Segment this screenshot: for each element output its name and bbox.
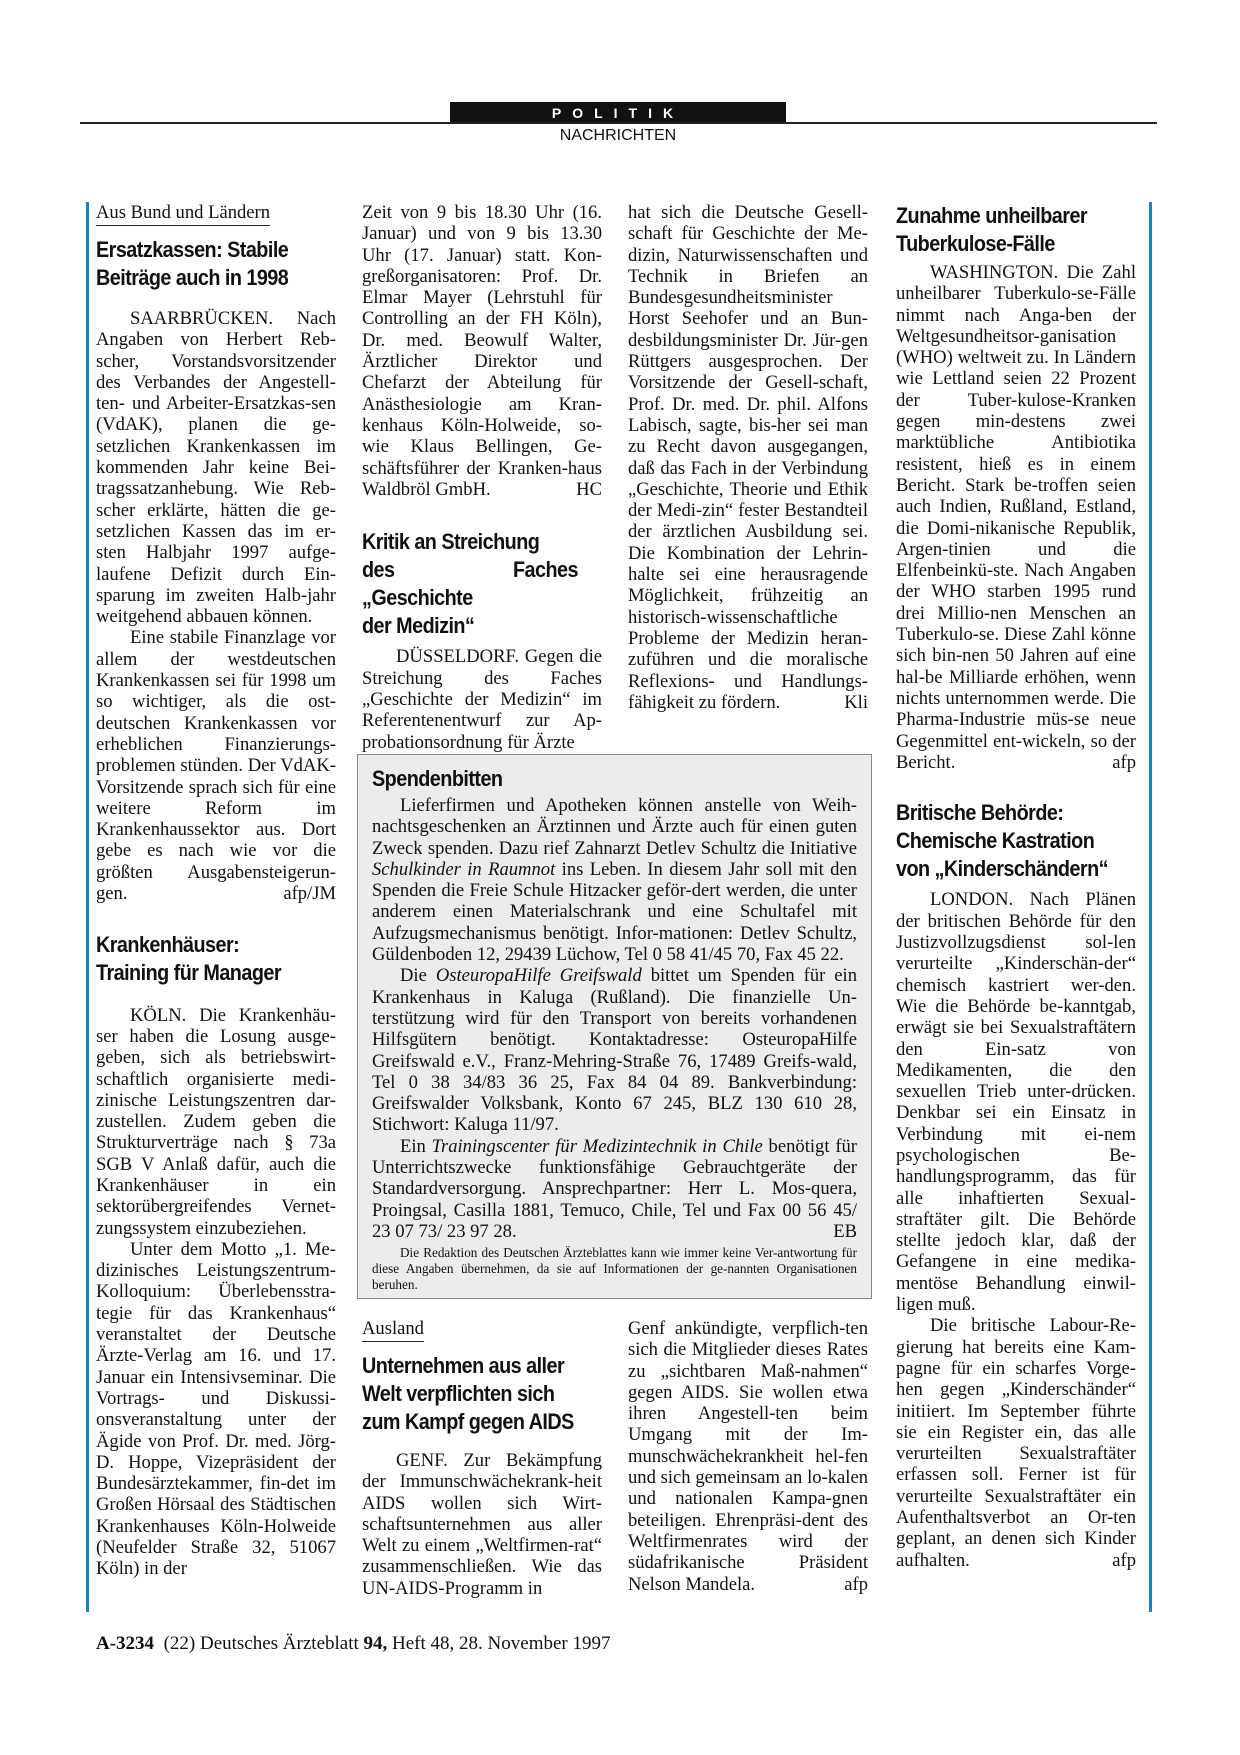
page-number: A-3234 [96,1633,155,1654]
box-paragraph: Ein Trainingscenter für Medizintechnik in Chile benötigt für Unterrichtszwecke funktionsfähige Gebrauchtgeräte der Standardversorgung. Ansprechpartner: Herr L. Mos-quera, Proingsal, Casilla 1881, Temuco, Chile, Tel und Fax 00 56 45/ 23 07 73/ 23 97 28. [372,1135,857,1242]
krankenhaeuser-article [96,931,336,1580]
article-headline: Kritik an Streichung [362,529,540,555]
box-paragraph: Lieferfirmen und Apotheken können anstelle von Weih-nachtsgeschenken an Ärztinnen und Ärzte auch für einen guten Zweck spenden. Dazu rief Zahnarzt Detlev Schultz die Initiative Schulkinder in Raumnot ins Leben. In diesem Jahr soll mit den Spenden die Freie Schule Hitzacker geför-dert werden, die unter anderem einen Materialschrank und eine Schultafel mit Aufzugsmechanismus benötigt. Infor-mationen: Detlev Schultz, Güldenboden 12, 29439 Lüchow, Tel 0 58 41/45 70, Fax 45 22. [372,795,857,966]
article-headline: Chemische Kastration [896,828,1095,854]
article-signature: Kli [844,692,868,714]
article-headline: Unternehmen aus aller [362,1353,565,1378]
article-signature: afp [844,1573,868,1595]
article-signature: afp/JM [283,883,336,905]
article-paragraph: Genf ankündigte, verpflich-ten sich die Mitglieder dieses Rates zu „sichtbaren Maß-nahmen“ gegen AIDS. Sie wollen etwa ihren Angestell-ten beim Umgang mit der Im-munschwächekrankheit hel-fen und sich gemeinsam an lo-kalen und nationalen Kampa-gnen beteiligen. Ehrenpräsi-dent des Weltfirmenrates wird der südafrikanische Präsident Nelson Mandela. [628,1318,868,1595]
ersatzkassen-article [96,202,336,905]
issue-date: Heft 48, 28. November 1997 [392,1633,611,1654]
article-signature: HC [576,479,602,501]
article-paragraph: LONDON. Nach Plänen der britischen Behörde für den Justizvollzugsdienst sol-len verurteilte „Kinderschän-der“ chemisch kastriert wer-den. Wie die Behörde be-kanntgab, erwägt sie bei Sexualstraftätern den Ein-satz von Medikamenten, die den sexuellen Trieb unter-drücken. Denkbar sei ein Einsatz in Verbindung mit ei-nem psychologischen Be-handlungsprogramm, das für alle inhaftierten Sexual-straftäter gilt. Die Behörde stellte jedoch klar, daß der Gefangene in eine medika-mentöse Behandlung einwil-ligen muß. [896,889,1136,1316]
column-4 [896,202,1136,1571]
tuberkulose-article [896,202,1136,773]
article-paragraph: hat sich die Deutsche Gesell-schaft für Geschichte der Me-dizin, Naturwissenschaften und Technik in Briefen an Bundesgesundheitsminister Horst Seehofer und an Bun-desbildungsminister Dr. Jür-gen Rüttgers ausgesprochen. Der Vorsitzende der Gesell-schaft, Prof. Dr. med. Dr. phil. Alfons Labisch, sagte, bis-her sei man zu Recht davon ausgegangen, daß das Fach in der Verbindung „Geschichte, Theorie und Ethik der Medi-zin“ fester Bestandteil der ärztlichen Ausbildung sei. Die Kombination der Lehrin-halte sei eine herausragende Möglichkeit, frühzeitig an historisch-wissenschaftliche Probleme der Medizin heran-zuführen und die moralische Reflexions- und Handlungs-fähigkeit zu fördern. [628,202,868,713]
article-paragraph: Zeit von 9 bis 18.30 Uhr (16. Januar) und von 9 bis 13.30 Uhr (17. Januar) statt. Kon-greßorganisatoren: Prof. Dr. Elmar Mayer (Lehrstuhl für Controlling an der FH Köln), Dr. med. Beowulf Walter, Ärztlicher Direktor und Chefarzt der Abteilung für Anästhesiologie am Kran-kenhaus Köln-Holweide, so-wie Klaus Bellingen, Ge-schäftsführer der Kranken-haus Waldbröl GmbH. [362,202,602,500]
section-banner: POLITIK [450,102,786,124]
column-3 [628,202,868,713]
article-signature: afp [1112,752,1136,774]
article-paragraph: SAARBRÜCKEN. Nach Angaben von Herbert Reb-scher, Vorstandsvorsitzender des Verbandes der Angestell-ten- und Arbeiter-Ersatzkas-sen (VdAK), planen die ge-setzlichen Krankenkassen im kommenden Jahr keine Bei-tragssatzanhebung. Wie Reb-scher erklärte, hätten die ge-setzlichen Kassen das im er-sten Halbjahr 1997 aufge-laufene Defizit durch Ein-sparung im zweiten Halb-jahr weitgehend abbauen können. [96,308,336,628]
spenden-box [357,754,872,1299]
article-paragraph: Die britische Labour-Re-gierung hat bereits eine Kam-pagne für ein scharfes Vorge-hen gegen „Kinderschänder“ initiiert. Im September führte sie ein Register ein, das alle verurteilten Sexualstraftäter erfassen soll. Ferner ist für verurteilte Sexualstraftäter ein Aufenthaltsverbot an Or-ten geplant, an denen sich Kinder aufhalten. [896,1315,1136,1571]
box-paragraph: Die OsteuropaHilfe Greifswald bittet um Spenden für ein Krankenhaus in Kaluga (Rußland). Die finanzielle Un-terstützung wird für den Transport von bereits vorhandenen Hilfsgütern benötigt. Kontaktadresse: OsteuropaHilfe Greifswald e.V., Franz-Mehring-Straße 76, 17489 Greifs-wald, Tel 0 38 34/83 36 25, Fax 84 04 89. Bankverbindung: Greifswalder Volksbank, Konto 67 245, BLZ 130 610 28, Stichwort: Kaluga 11/97. [372,965,857,1136]
article-headline: des Faches „Geschichte [362,557,578,611]
article-headline: Britische Behörde: [896,800,1064,826]
article-headline: Tuberkulose-Fälle [896,231,1055,256]
article-paragraph: Eine stabile Finanzlage vor allem der westdeutschen Krankenkassen sei für 1998 um so wichtiger, als die ost-deutschen Krankenkassen vor erheblichen Finanzierungs-problemen stünden. Der VdAK-Vorsitzende sprach sich für eine weitere Reform im Krankenhaussektor aus. Dort gebe es nach wie vor die größten Ausgabensteigerun-gen. [96,627,336,905]
accent-rule-right [1149,202,1152,1612]
header-rule [80,122,1157,124]
kastration-article [896,799,1136,1571]
box-disclaimer: Die Redaktion des Deutschen Ärzteblattes kann wie immer keine Ver-antwortung für diese Angaben übernehmen, da sie auf Informationen der ge-nannten Organisationen beruhen. [372,1244,857,1292]
subsection-label: NACHRICHTEN [559,127,677,144]
accent-rule-left [86,202,89,1612]
page-footer [96,1633,611,1655]
aids-article [362,1318,602,1599]
column-1 [96,202,336,1580]
box-signature: EB [833,1221,857,1243]
article-paragraph: Unter dem Motto „1. Me-dizinisches Leistungszentrum-Kolloquium: Überlebensstra-tegie für das Krankenhaus“ veranstaltet der Deutsche Ärzte-Verlag am 16. und 17. Januar ein Intensivseminar. Die Vortrags- und Diskussi-onsveranstaltung unter der Ägide von Prof. Dr. med. Jörg-D. Hoppe, Vizepräsident der Bundesärztekammer, fin-det im Großen Hörsaal des Städtischen Krankenhauses Köln-Holweide (Neufelder Straße 32, 51067 Köln) in der [96,1238,336,1580]
article-paragraph: DÜSSELDORF. Gegen die Streichung des Faches „Geschichte der Medizin“ im Referentenentwurf zur Ap-probationsordnung für Ärzte [362,646,602,753]
geschichte-article [362,528,602,752]
article-headline: Beiträge auch in 1998 [96,265,289,290]
article-headline: der Medizin“ [362,613,475,639]
column-2 [362,202,602,753]
volume: 94, [363,1633,388,1654]
section-label: Aus Bund und Ländern [96,202,270,226]
aids-article-continued [628,1318,868,1595]
article-signature: afp [1112,1549,1136,1571]
article-paragraph: KÖLN. Die Krankenhäu-ser haben die Losung ausge-geben, sich als betriebswirt-schaftlich organisierte medi-zinische Leistungszentren dar-zustellen. Zudem geben die Strukturverträge nach § 73a SGB V Anlaß dafür, auch die Krankenhäuser in ein sektorübergreifendes Vernet-zungssystem einzubeziehen. [96,1004,336,1239]
journal-name: (22) Deutsches Ärzteblatt [163,1633,359,1654]
article-headline: Training für Manager [96,959,282,985]
article-headline: Welt verpflichten sich [362,1381,555,1406]
article-headline: zum Kampf gegen AIDS [362,1409,574,1434]
section-label: Ausland [362,1318,424,1342]
article-headline: von „Kinderschändern“ [896,856,1109,882]
article-paragraph: GENF. Zur Bekämpfung der Immunschwächekrank-heit AIDS wollen sich Wirt-schaftsunternehmen aus aller Welt zu einem „Weltfirmen-rat“ zusammenschließen. Wie das UN-AIDS-Programm in [362,1450,602,1599]
article-headline: Zunahme unheilbarer [896,203,1088,228]
article-headline: Ersatzkassen: Stabile [96,237,289,262]
article-headline: Krankenhäuser: [96,931,240,957]
box-headline: Spendenbitten [372,766,503,791]
article-paragraph: WASHINGTON. Die Zahl unheilbarer Tuberkulo-se-Fälle nimmt nach Anga-ben der Weltgesundheitsor-ganisation (WHO) weltweit zu. In Ländern wie Lettland seien 22 Prozent der Tuber-kulose-Kranken gegen min-destens zwei marktübliche Antibiotika resistent, hieß es in einem Bericht. Stark be-troffen seien auch Indien, Rußland, Estland, die Domi-nikanische Republik, Argen-tinien und die Elfenbeinkü-ste. Nach Angaben der WHO starben 1995 rund drei Millio-nen Menschen an Tuberkulo-se. Diese Zahl könne sich bin-nen 50 Jahren auf eine hal-be Milliarde erhöhen, wenn nichts unternommen werde. Die Pharma-Industrie müs-se neue Gegenmittel ent-wickeln, so der Bericht. [896,262,1136,773]
